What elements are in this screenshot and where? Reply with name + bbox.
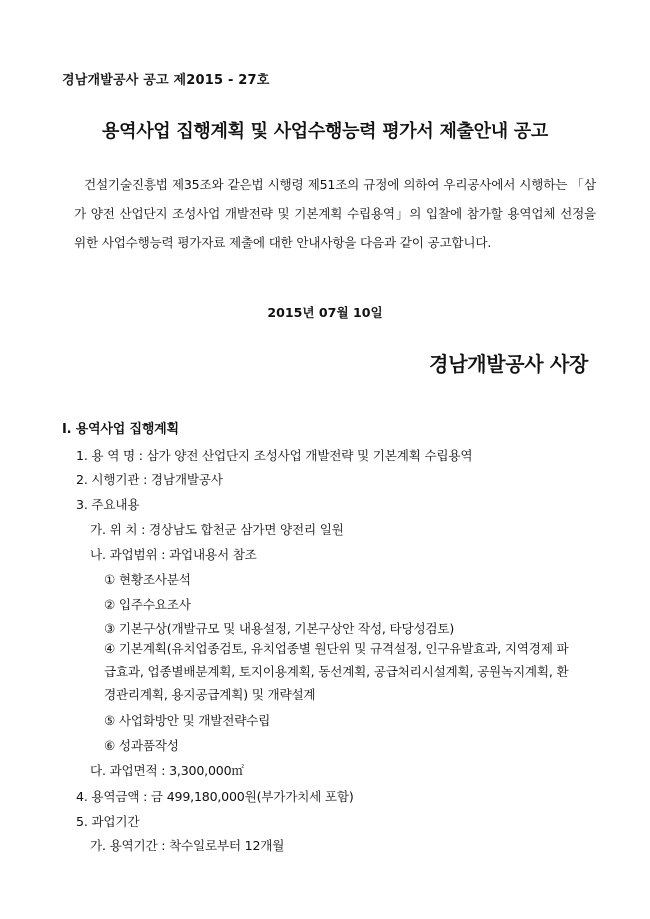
document-title: 용역사업 집행계획 및 사업수행능력 평가서 제출안내 공고	[102, 121, 548, 142]
item-location: 가. 위 치 : 경상남도 합천군 삼가면 양전리 일원	[90, 522, 344, 537]
notice-date: 2015년 07월 10일	[267, 305, 383, 320]
scope-item: ③ 기본구상(개발규모 및 내용설정, 기본구상안 작성, 타당성검토)	[104, 621, 455, 636]
item-area: 다. 과업면적 : 3,300,000㎡	[90, 763, 244, 778]
notice-number: 경남개발공사 공고 제2015 - 27호	[62, 73, 270, 88]
item-project-name: 1. 용 역 명 : 삼가 양전 산업단지 조성사업 개발전략 및 기본계획 수립용역	[76, 448, 473, 463]
item-amount: 4. 용역금액 : 금 499,180,000원(부가가치세 포함)	[76, 789, 354, 804]
intro-paragraph: 건설기술진흥법 제35조와 같은법 시행령 제51조의 규정에 의하여 우리공사에서 시행하는 「삼가 양전 산업단지 조성사업 개발전략 및 기본계획 수립용역」의 입찰에 참가할 용역업체 선정을 위한 사업수행능력 평가자료 제출에 대한 안내사항을 다음과 같이 공고합니다.	[74, 177, 596, 250]
issuer-name: 경남개발공사 사장	[429, 352, 588, 376]
scope-item: ④ 기본계획(유치업종검토, 유치업종별 원단위 및 규격설정, 인구유발효과, 지역경제 파급효과, 업종별배분계획, 토지이용계획, 동선계획, 공급처리시설계획, 공원녹지계획, 환경관리계획, 용지공급계획) 및 개략설계	[104, 641, 569, 702]
item-duration: 가. 용역기간 : 착수일로부터 12개월	[90, 838, 285, 853]
scope-item: ⑤ 사업화방안 및 개발전략수립	[104, 713, 271, 728]
scope-item: ⑥ 성과품작성	[104, 738, 179, 753]
scope-item: ② 입주수요조사	[104, 597, 191, 612]
item-main-content: 3. 주요내용	[76, 497, 140, 512]
item-agency: 2. 시행기관 : 경남개발공사	[76, 472, 223, 487]
scope-item: ① 현황조사분석	[104, 572, 191, 587]
section-heading: Ⅰ. 용역사업 집행계획	[62, 422, 179, 437]
item-scope: 나. 과업범위 : 과업내용서 참조	[90, 547, 257, 562]
item-period: 5. 과업기간	[76, 814, 140, 829]
